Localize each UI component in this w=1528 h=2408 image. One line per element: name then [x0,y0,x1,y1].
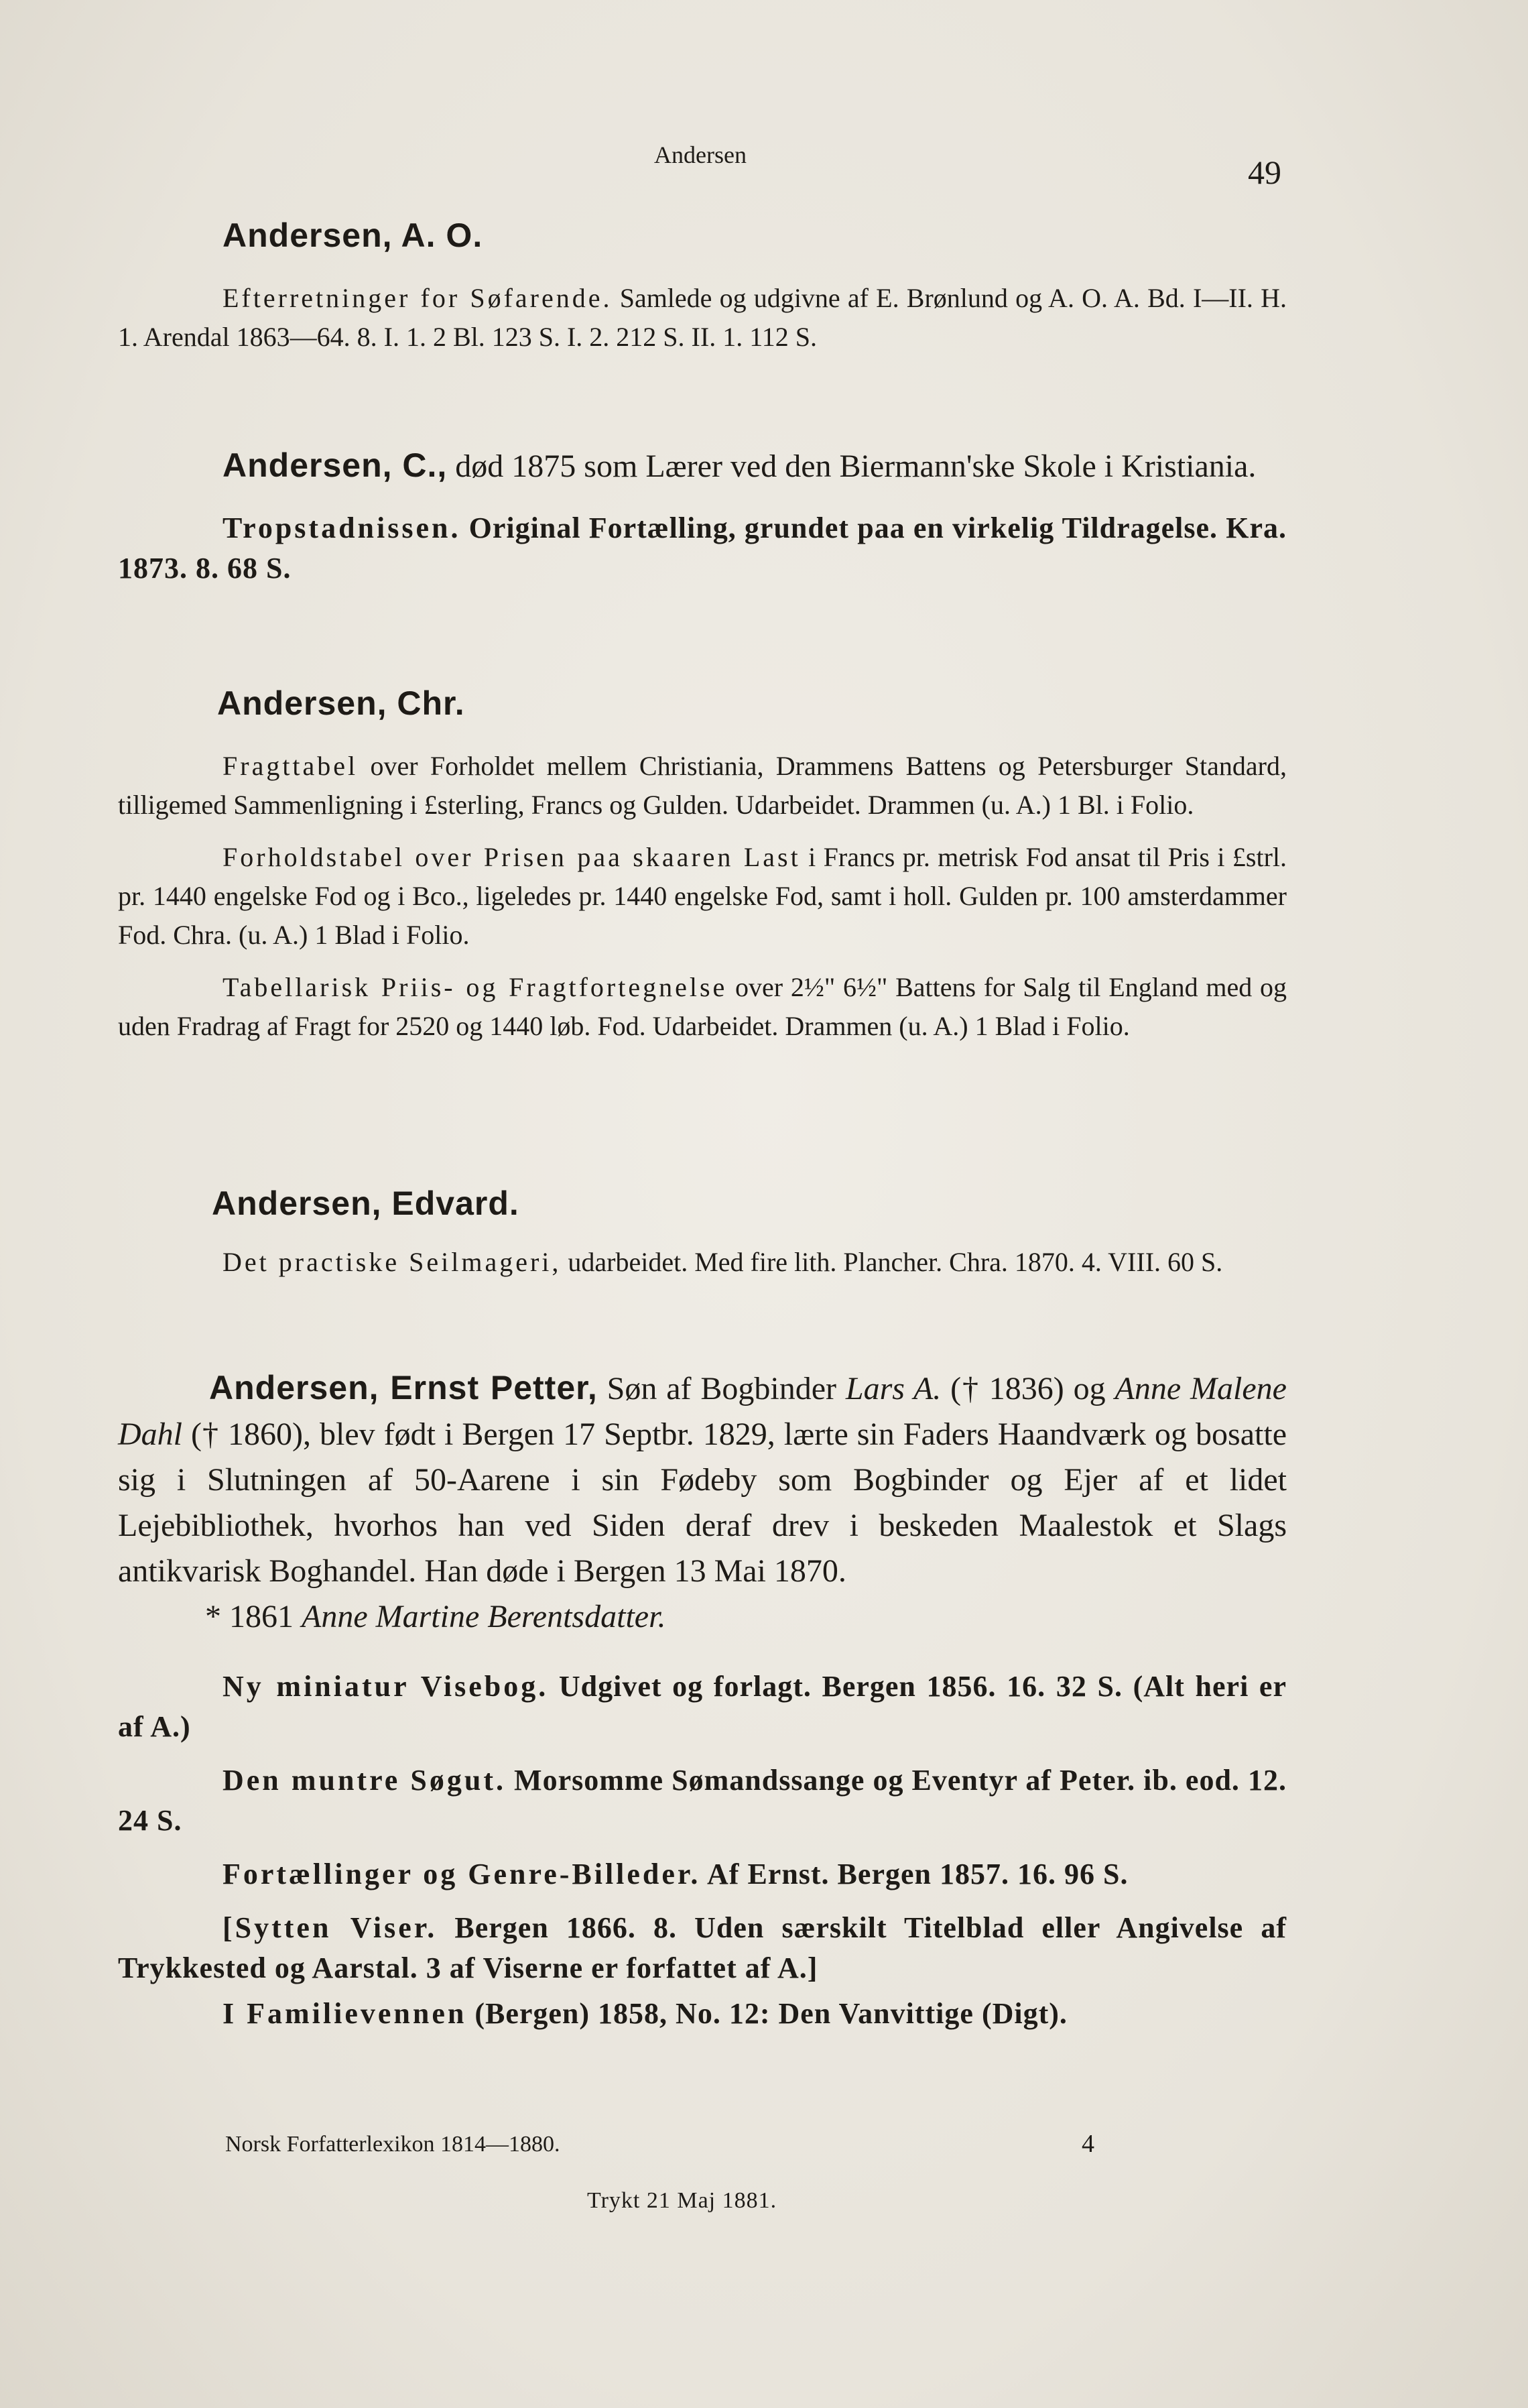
work-details: (Bergen) 1858, No. 12: Den Vanvittige (Digt). [466,1997,1068,2030]
work-details: Samlede og udgivne af E. Brønlund og A. O. A. Bd. I—II. H. 1. Arendal 1863—64. 8. I. 1. 2 Bl. 123 S. I. 2. 212 S. II. 1. 112 S. [118,283,1287,352]
footer-source: Norsk Forfatterlexikon 1814—1880. [225,2132,560,2157]
work-details: Bergen 1866. 8. Uden særskilt Titelblad eller Angivelse af Trykkested og Aarstal. 3 af Viserne er forfattet af A.] [118,1911,1287,1984]
work-title: Efterretninger for Søfarende. [222,283,613,313]
entry-work [118,1243,1287,1282]
entry-andersen-ernst-petter [118,1365,1287,2034]
work-details: Udgivet og forlagt. Bergen 1856. 16. 32 S. (Alt heri er af A.) [118,1670,1287,1743]
work-title: [Sytten Viser. [222,1911,438,1944]
work-details: Original Fortælling, grundet paa en virkelig Tildragelse. Kra. 1873. 8. 68 S. [118,511,1287,585]
running-head: Andersen [654,141,747,168]
work-title: Den muntre Søgut. [222,1764,506,1797]
marriage-year: * 1861 [205,1599,302,1634]
work-details: udarbeidet. Med fire lith. Plancher. Chra. 1870. 4. VIII. 60 S. [561,1247,1223,1277]
work-title: Det practiske Seilmageri, [222,1247,562,1277]
father-name: Lars A. [845,1371,942,1406]
work-title: Ny miniatur Visebog. [222,1670,549,1703]
entry-work [118,279,1287,357]
entry-work [118,1854,1287,1894]
work-details: over 2½" 6½" Battens for Salg til England med og uden Fradrag af Fragt for 2520 og 1440 løb. Fod. Udarbeidet. Drammen (u. A.) 1 Blad i Folio. [118,972,1287,1041]
printed-date: Trykt 21 Maj 1881. [587,2188,777,2213]
work-title: Tropstadnissen. [222,511,461,544]
entry-heading: Andersen, Chr. [217,684,465,722]
work-title: Tabellarisk Priis- og Fragtfortegnelse [222,972,728,1002]
work-details: Morsomme Sømandssange og Eventyr af Peter. ib. eod. 12. 24 S. [118,1764,1287,1837]
work-details: over Forholdet mellem Christiania, Drammens Battens og Petersburger Standard, tilligemed Sammenligning i £sterling, Francs og Gulden. Udarbeidet. Drammen (u. A.) 1 Bl. i Folio. [118,751,1287,820]
entry-andersen-chr [118,684,1287,1046]
entry-andersen-edvard [118,1184,1287,1282]
bio-text: († 1836) og [941,1371,1115,1406]
entry-work [118,747,1287,825]
bio-text: († 1860), blev født i Bergen 17 Septbr. 1829, lærte sin Faders Haandværk og bosatte sig i Slutningen af 50-Aarene i sin Fødeby som Bogbinder og Ejer af et lidet Lejebibliothek, hvorhos han ved Siden deraf drev i beskeden Maalestok et Slags antikvarisk Boghandel. Han døde i Bergen 13 Mai 1870. [118,1417,1287,1589]
bio-text: Søn af Bogbinder [597,1371,846,1406]
work-title: Fragttabel [222,751,359,781]
spouse-name: Anne Martine Berentsdatter. [302,1599,666,1634]
work-title: Fortællinger og Genre-Billeder. [222,1858,701,1890]
entry-bio [118,1365,1287,1594]
marriage-line [118,1594,1287,1640]
entry-work [118,1994,1287,2034]
entry-heading: Andersen, C., [222,446,448,484]
entry-work [118,838,1287,955]
footer-signature: 4 [1082,2130,1094,2158]
bio-text: død 1875 som Lærer ved den Biermann'ske Skole i Kristiania. [447,448,1257,484]
work-details: i Francs pr. metrisk Fod ansat til Pris i £strl. pr. 1440 engelske Fod og i Bco., ligeledes pr. 1440 engelske Fod, samt i holl. Gulden pr. 100 amsterdammer Fod. Chra. (u. A.) 1 Blad i Folio. [118,842,1287,950]
work-details: Af Ernst. Bergen 1857. 16. 96 S. [700,1858,1129,1890]
entry-work [118,968,1287,1046]
entry-andersen-ao [118,216,1287,357]
entry-work [118,1667,1287,1747]
entry-work [118,1908,1287,1988]
work-title: I Familievennen [222,1997,467,2030]
entry-andersen-c [118,442,1287,589]
entry-work [118,1760,1287,1841]
page-number: 49 [1248,154,1281,191]
entry-work [118,508,1287,589]
entry-heading: Andersen, Ernst Petter, [209,1369,598,1406]
mother-name: Anne Malene Dahl [118,1371,1287,1452]
work-title: Forholdstabel over Prisen paa skaaren Last [222,842,801,872]
entry-bio [118,442,1287,489]
entry-heading: Andersen, A. O. [222,217,483,254]
entry-heading: Andersen, Edvard. [212,1185,519,1222]
